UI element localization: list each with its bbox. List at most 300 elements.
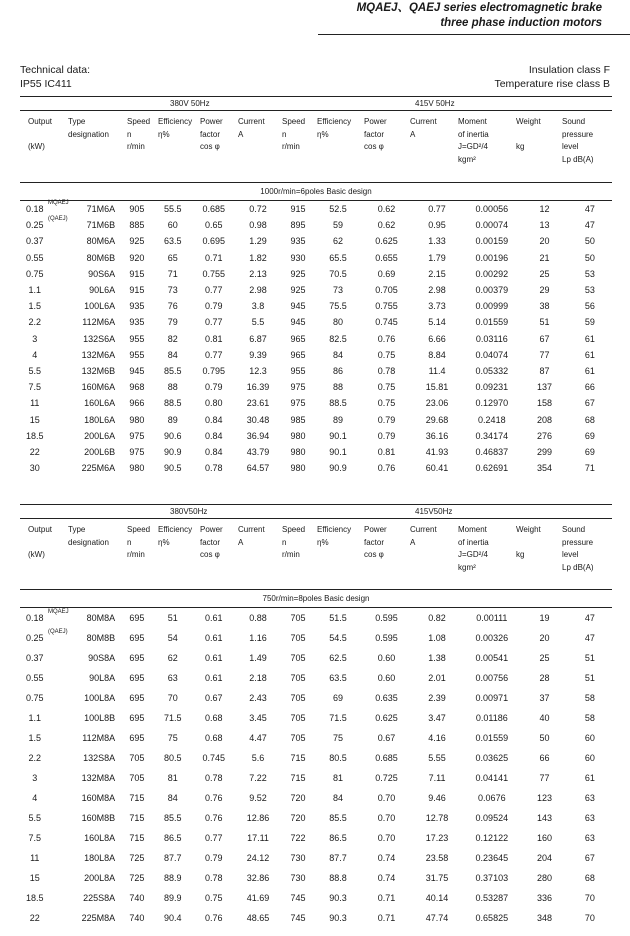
cell-speed: 695 xyxy=(129,673,145,683)
cell-speed: 715 xyxy=(129,813,145,823)
cell-type: 90S6A xyxy=(88,268,116,279)
cell-efficiency-415: 75.5 xyxy=(329,301,347,312)
cell-type: 160M8B xyxy=(81,813,116,823)
cell-inertia: 0.62691 xyxy=(475,463,509,474)
table-row xyxy=(20,347,612,363)
series-tag: MQAEJ xyxy=(47,200,69,207)
col-output: Output (kW) xyxy=(28,117,53,151)
cell-sound: 47 xyxy=(584,220,595,231)
output-value: 18.5 xyxy=(25,893,44,903)
table-row xyxy=(20,808,612,828)
col-speed: Speed n r/min xyxy=(127,117,151,151)
header-title-line2: three phase induction motors xyxy=(440,17,602,29)
cell-power-factor-415: 0.625 xyxy=(375,713,398,723)
cell-sound: 58 xyxy=(584,713,595,723)
cell-type: 200L6B xyxy=(84,446,116,457)
output-value: 0.37 xyxy=(25,236,44,247)
cell-power-factor: 0.84 xyxy=(205,414,223,425)
cell-output xyxy=(20,266,49,282)
output-value: 0.55 xyxy=(25,252,44,263)
column-headers xyxy=(20,519,612,589)
table-row xyxy=(20,768,612,788)
cell-efficiency-415: 87.7 xyxy=(329,853,347,863)
cell-speed-415: 930 xyxy=(290,252,306,263)
cell-output xyxy=(20,648,49,668)
cell-output xyxy=(20,331,49,347)
cell-efficiency: 88.5 xyxy=(163,398,182,409)
table-row xyxy=(20,908,612,928)
cell-speed-415: 975 xyxy=(290,398,306,409)
cell-sound: 50 xyxy=(584,236,595,247)
cell-output xyxy=(20,314,49,330)
cell-speed-415: 705 xyxy=(290,713,306,723)
cell-output xyxy=(20,363,49,379)
cell-power-factor-415: 0.70 xyxy=(377,793,396,803)
cell-output xyxy=(20,868,49,888)
cell-power-factor-415: 0.70 xyxy=(377,833,396,843)
col-current: Current A xyxy=(238,117,265,139)
cell-output xyxy=(20,298,49,314)
cell-inertia: 0.37103 xyxy=(475,873,509,883)
cell-power-factor-415: 0.74 xyxy=(377,853,396,863)
cell-efficiency-415: 65.5 xyxy=(329,252,347,263)
table-row xyxy=(20,628,612,648)
cell-sound: 51 xyxy=(584,673,595,683)
cell-inertia: 0.00111 xyxy=(476,613,508,623)
cell-sound: 51 xyxy=(584,653,595,663)
cell-efficiency-415: 82.5 xyxy=(329,333,347,344)
cell-sound: 67 xyxy=(584,398,595,409)
cell-current-415: 1.79 xyxy=(428,252,446,263)
cell-output xyxy=(20,848,49,868)
cell-efficiency: 89.9 xyxy=(163,893,182,903)
cell-current: 41.69 xyxy=(246,893,270,903)
table-row xyxy=(20,688,612,708)
output-value: 1.5 xyxy=(28,301,41,312)
cell-output xyxy=(20,908,49,928)
cell-sound: 68 xyxy=(584,873,595,883)
cell-power-factor-415: 0.655 xyxy=(375,252,398,263)
output-value: 1.1 xyxy=(28,713,41,723)
cell-weight: 21 xyxy=(539,252,550,263)
cell-efficiency-415: 89 xyxy=(333,414,344,425)
cell-efficiency: 87.7 xyxy=(163,853,182,863)
cell-current-415: 12.78 xyxy=(425,813,449,823)
cell-power-factor: 0.755 xyxy=(202,268,226,279)
cell-efficiency-415: 51.5 xyxy=(329,613,347,623)
output-value: 2.2 xyxy=(28,317,41,328)
cell-current-415: 0.95 xyxy=(428,220,446,231)
cell-current-415: 5.14 xyxy=(428,317,446,328)
cell-current: 12.86 xyxy=(246,813,270,823)
cell-efficiency: 84 xyxy=(167,349,178,360)
output-value: 1.1 xyxy=(28,285,41,296)
cell-power-factor: 0.76 xyxy=(205,813,223,823)
cell-current: 0.72 xyxy=(249,204,267,215)
cell-power-factor: 0.77 xyxy=(205,285,223,296)
cell-power-factor: 0.745 xyxy=(202,753,226,763)
cell-type: 200L8A xyxy=(84,873,116,883)
cell-inertia: 0.05332 xyxy=(475,365,509,376)
cell-current-415: 1.08 xyxy=(428,633,446,643)
table-row xyxy=(20,788,612,808)
output-value: 0.75 xyxy=(25,268,44,279)
cell-inertia: 0.00756 xyxy=(475,673,509,683)
cell-power-factor-415: 0.81 xyxy=(377,446,396,457)
cell-speed: 885 xyxy=(129,220,145,231)
cell-weight: 123 xyxy=(536,793,552,803)
cell-type: 225S8A xyxy=(83,893,116,903)
cell-power-factor-415: 0.685 xyxy=(375,753,398,763)
cell-output xyxy=(20,888,49,908)
cell-speed-415: 980 xyxy=(290,463,306,474)
cell-speed-415: 745 xyxy=(290,913,306,923)
section-8pole xyxy=(20,504,612,928)
cell-type: 180L6A xyxy=(84,414,116,425)
cell-speed: 945 xyxy=(129,365,145,376)
cell-current-415: 3.47 xyxy=(428,713,446,723)
output-value: 5.5 xyxy=(28,813,41,823)
cell-type: 71M6A xyxy=(86,204,116,215)
table-row xyxy=(20,331,612,347)
cell-power-factor: 0.76 xyxy=(205,793,223,803)
output-value: 15 xyxy=(29,873,40,883)
col-current-415: Current A xyxy=(410,525,437,547)
cell-speed-415: 975 xyxy=(290,382,306,393)
cell-current-415: 8.84 xyxy=(428,349,446,360)
cell-efficiency-415: 63.5 xyxy=(329,673,347,683)
cell-speed: 925 xyxy=(129,236,145,247)
table-row xyxy=(20,314,612,330)
cell-speed: 980 xyxy=(129,463,145,474)
table-row xyxy=(20,298,612,314)
cell-current: 1.49 xyxy=(249,653,267,663)
cell-inertia: 0.46837 xyxy=(475,446,509,457)
cell-current: 48.65 xyxy=(246,913,270,923)
cell-weight: 50 xyxy=(539,733,550,743)
cell-speed: 695 xyxy=(129,693,145,703)
cell-power-factor: 0.61 xyxy=(205,613,223,623)
cell-type: 112M8A xyxy=(82,733,116,743)
cell-power-factor: 0.79 xyxy=(205,853,223,863)
cell-inertia: 0.09231 xyxy=(475,382,509,393)
output-value: 22 xyxy=(29,913,40,923)
cell-speed: 915 xyxy=(129,268,145,279)
cell-efficiency: 85.5 xyxy=(163,365,182,376)
cell-efficiency-415: 80.5 xyxy=(329,753,347,763)
cell-efficiency-415: 84 xyxy=(333,349,344,360)
cell-efficiency-415: 90.9 xyxy=(329,463,347,474)
cell-inertia: 0.01186 xyxy=(475,713,508,723)
cell-weight: 13 xyxy=(539,220,550,231)
data-table-6pole xyxy=(20,201,612,476)
cell-weight: 158 xyxy=(536,398,552,409)
cell-power-factor-415: 0.745 xyxy=(375,317,398,328)
cell-current: 2.18 xyxy=(249,673,267,683)
cell-sound: 58 xyxy=(584,693,595,703)
cell-output xyxy=(20,233,49,249)
cell-efficiency: 63 xyxy=(167,673,178,683)
col-current-415: Current A xyxy=(410,117,437,139)
cell-weight: 66 xyxy=(539,753,550,763)
cell-power-factor: 0.75 xyxy=(205,893,223,903)
output-value: 15 xyxy=(29,414,40,425)
cell-speed: 695 xyxy=(129,653,145,663)
output-value: 22 xyxy=(29,446,40,457)
cell-efficiency-415: 86 xyxy=(333,365,344,376)
cell-power-factor-415: 0.62 xyxy=(377,220,396,231)
output-value: 4 xyxy=(32,793,38,803)
output-value: 0.25 (QAEJ) xyxy=(25,629,68,643)
cell-weight: 354 xyxy=(536,463,552,474)
cell-weight: 204 xyxy=(536,853,552,863)
cell-weight: 51 xyxy=(539,317,550,328)
cell-output xyxy=(20,688,49,708)
cell-power-factor: 0.68 xyxy=(205,713,223,723)
cell-efficiency: 62 xyxy=(167,653,178,663)
cell-current: 5.5 xyxy=(251,317,265,328)
cell-current-415: 4.16 xyxy=(428,733,446,743)
cell-weight: 28 xyxy=(539,673,550,683)
cell-type: 132M6B xyxy=(81,365,116,376)
table-row xyxy=(20,444,612,460)
cell-current: 0.88 xyxy=(249,613,267,623)
cell-sound: 53 xyxy=(584,268,595,279)
cell-power-factor-415: 0.60 xyxy=(377,653,396,663)
cell-type: 160L8A xyxy=(84,833,116,843)
cell-speed-415: 945 xyxy=(290,301,306,312)
cell-efficiency: 70 xyxy=(167,693,178,703)
col-speed-415: Speed n r/min xyxy=(282,525,306,559)
col-sound: Sound pressure level Lp dB(A) xyxy=(562,117,594,164)
cell-power-factor-415: 0.635 xyxy=(375,693,398,703)
cell-weight: 19 xyxy=(539,613,550,623)
cell-inertia: 0.04141 xyxy=(475,773,509,783)
cell-efficiency-415: 86.5 xyxy=(329,833,347,843)
voltage-380-label: 380V50Hz xyxy=(170,507,208,516)
cell-efficiency: 90.5 xyxy=(163,463,182,474)
cell-speed-415: 705 xyxy=(290,653,306,663)
cell-efficiency-415: 69 xyxy=(333,693,344,703)
protection-label: IP55 IC411 xyxy=(20,78,72,90)
cell-current-415: 11.4 xyxy=(428,365,446,376)
technical-info-left xyxy=(20,63,90,91)
cell-speed-415: 722 xyxy=(290,833,306,843)
cell-weight: 143 xyxy=(536,813,552,823)
cell-speed-415: 705 xyxy=(290,633,306,643)
output-value: 1.5 xyxy=(28,733,41,743)
cell-sound: 63 xyxy=(584,833,595,843)
cell-efficiency-415: 90.3 xyxy=(329,913,347,923)
cell-efficiency: 88 xyxy=(167,382,178,393)
cell-inertia: 0.12970 xyxy=(475,398,509,409)
cell-sound: 47 xyxy=(584,204,595,215)
cell-type: 112M6A xyxy=(82,317,116,328)
table-row xyxy=(20,668,612,688)
cell-inertia: 0.23645 xyxy=(475,853,509,863)
cell-speed-415: 715 xyxy=(290,773,306,783)
cell-output xyxy=(20,628,68,648)
cell-current-415: 41.93 xyxy=(425,446,449,457)
table-row xyxy=(20,411,612,427)
cell-efficiency: 51 xyxy=(167,613,178,623)
cell-weight: 336 xyxy=(536,893,552,903)
cell-power-factor: 0.77 xyxy=(205,317,223,328)
cell-inertia: 0.53287 xyxy=(475,893,509,903)
cell-output xyxy=(20,200,69,217)
cell-current-415: 9.46 xyxy=(428,793,446,803)
cell-power-factor-415: 0.70 xyxy=(377,813,396,823)
table-row xyxy=(20,608,612,628)
cell-efficiency-415: 88 xyxy=(333,382,344,393)
cell-type: 90L8A xyxy=(89,673,116,683)
cell-current-415: 23.58 xyxy=(425,853,449,863)
cell-type: 225M8A xyxy=(81,913,116,923)
cell-output xyxy=(20,748,49,768)
output-value: 0.18 MQAEJ xyxy=(25,200,69,215)
cell-current-415: 0.77 xyxy=(428,204,446,215)
output-value: 3 xyxy=(32,773,38,783)
output-value: 0.55 xyxy=(25,673,44,683)
temperature-rise-label: Temperature rise class B xyxy=(494,78,610,90)
cell-speed: 966 xyxy=(129,398,145,409)
cell-efficiency: 71 xyxy=(167,268,178,279)
cell-output xyxy=(20,808,49,828)
cell-inertia: 0.00379 xyxy=(475,285,509,296)
cell-weight: 38 xyxy=(539,301,550,312)
col-speed: Speed n r/min xyxy=(127,525,151,559)
cell-efficiency: 79 xyxy=(167,317,178,328)
output-value: 11 xyxy=(30,398,40,409)
cell-speed: 915 xyxy=(129,285,145,296)
cell-speed: 695 xyxy=(129,713,145,723)
cell-weight: 29 xyxy=(539,285,550,296)
table-row xyxy=(20,217,612,233)
cell-current-415: 15.81 xyxy=(425,382,449,393)
cell-current: 36.94 xyxy=(246,430,270,441)
col-efficiency: Efficiency η% xyxy=(158,525,193,547)
cell-speed: 725 xyxy=(129,873,145,883)
cell-output xyxy=(20,444,49,460)
cell-power-factor: 0.71 xyxy=(205,252,223,263)
cell-speed: 935 xyxy=(129,301,145,312)
cell-inertia: 0.65825 xyxy=(475,913,509,923)
cell-efficiency: 90.4 xyxy=(163,913,182,923)
cell-power-factor-415: 0.595 xyxy=(375,613,398,623)
cell-speed-415: 915 xyxy=(290,204,306,215)
cell-speed-415: 705 xyxy=(290,673,306,683)
cell-power-factor-415: 0.67 xyxy=(377,733,396,743)
cell-power-factor-415: 0.74 xyxy=(377,873,396,883)
cell-type: 80M6B xyxy=(86,252,116,263)
table-row xyxy=(20,848,612,868)
cell-current: 23.61 xyxy=(246,398,270,409)
cell-output xyxy=(20,379,49,395)
design-label: 750r/min=8poles Basic design xyxy=(262,594,370,603)
cell-current-415: 40.14 xyxy=(425,893,449,903)
cell-output xyxy=(20,728,49,748)
cell-speed-415: 730 xyxy=(290,873,306,883)
col-type: Type designation xyxy=(68,525,109,547)
cell-power-factor-415: 0.625 xyxy=(375,236,398,247)
cell-power-factor-415: 0.69 xyxy=(377,268,396,279)
cell-power-factor: 0.77 xyxy=(205,349,223,360)
cell-power-factor: 0.79 xyxy=(205,301,223,312)
cell-current-415: 23.06 xyxy=(425,398,449,409)
cell-weight: 77 xyxy=(539,349,550,360)
cell-power-factor: 0.795 xyxy=(202,365,226,376)
table-row xyxy=(20,363,612,379)
cell-weight: 348 xyxy=(536,913,552,923)
cell-output xyxy=(20,250,49,266)
cell-current-415: 6.66 xyxy=(428,333,446,344)
cell-sound: 63 xyxy=(584,793,595,803)
cell-efficiency: 90.9 xyxy=(163,446,182,457)
cell-type: 80M8A xyxy=(86,613,116,623)
cell-type: 225M6A xyxy=(81,463,116,474)
cell-inertia: 0.00999 xyxy=(475,301,509,312)
cell-output xyxy=(20,828,49,848)
voltage-row xyxy=(20,505,612,518)
cell-power-factor-415: 0.79 xyxy=(377,430,396,441)
col-weight: Weight kg xyxy=(516,117,541,151)
output-value: 2.2 xyxy=(28,753,41,763)
cell-speed-415: 945 xyxy=(290,317,306,328)
cell-efficiency: 60 xyxy=(167,220,178,231)
cell-inertia: 0.00159 xyxy=(475,236,509,247)
cell-weight: 77 xyxy=(539,773,550,783)
cell-inertia: 0.00056 xyxy=(475,204,509,215)
cell-efficiency-415: 88.8 xyxy=(329,873,347,883)
cell-power-factor-415: 0.60 xyxy=(377,673,396,683)
col-power-factor: Power factor cos φ xyxy=(200,525,223,559)
technical-info-right xyxy=(494,63,610,91)
cell-power-factor: 0.77 xyxy=(205,833,223,843)
cell-current: 1.29 xyxy=(249,236,267,247)
cell-power-factor-415: 0.62 xyxy=(377,204,396,215)
cell-inertia: 0.03625 xyxy=(475,753,509,763)
cell-output xyxy=(20,708,49,728)
cell-speed: 935 xyxy=(129,317,145,328)
cell-speed-415: 720 xyxy=(290,813,306,823)
cell-speed-415: 705 xyxy=(290,733,306,743)
cell-speed-415: 895 xyxy=(290,220,306,231)
cell-power-factor-415: 0.75 xyxy=(377,398,396,409)
cell-efficiency: 89 xyxy=(167,414,178,425)
output-value: 18.5 xyxy=(25,430,44,441)
cell-weight: 276 xyxy=(536,430,552,441)
cell-output xyxy=(20,395,49,411)
document-header xyxy=(357,1,602,31)
cell-sound: 56 xyxy=(584,301,595,312)
cell-efficiency-415: 81 xyxy=(333,773,344,783)
technical-data-label: Technical data: xyxy=(20,64,91,76)
cell-type: 90S8A xyxy=(88,653,116,663)
cell-power-factor-415: 0.78 xyxy=(377,365,396,376)
cell-inertia: 0.03116 xyxy=(475,333,508,344)
cell-current: 1.82 xyxy=(249,252,267,263)
cell-current: 12.3 xyxy=(249,365,267,376)
cell-power-factor-415: 0.76 xyxy=(377,463,396,474)
col-efficiency-415: Efficiency η% xyxy=(317,525,352,547)
cell-output xyxy=(20,668,49,688)
cell-efficiency-415: 52.5 xyxy=(329,204,347,215)
cell-efficiency-415: 88.5 xyxy=(329,398,347,409)
cell-speed: 715 xyxy=(129,793,145,803)
cell-efficiency: 85.5 xyxy=(163,813,182,823)
table-row xyxy=(20,708,612,728)
cell-type: 100L8A xyxy=(84,693,116,703)
